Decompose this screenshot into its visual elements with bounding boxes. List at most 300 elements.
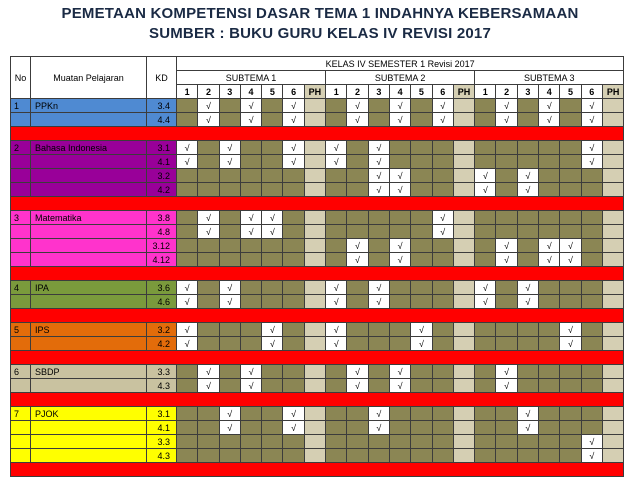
- check-mark: √: [177, 281, 198, 295]
- empty-cell: [496, 211, 517, 225]
- empty-cell: [368, 323, 389, 337]
- check-mark: √: [389, 113, 410, 127]
- empty-cell: [496, 225, 517, 239]
- empty-cell: [262, 239, 283, 253]
- subject-number: [11, 155, 31, 169]
- empty-cell: [581, 169, 602, 183]
- empty-cell: [517, 323, 538, 337]
- header-subtema-2: SUBTEMA 2: [326, 71, 475, 85]
- empty-cell: [539, 281, 560, 295]
- table-row: [11, 337, 624, 351]
- header-col-3: 3: [517, 85, 538, 99]
- ph-cell: [304, 449, 325, 463]
- ph-cell: [304, 407, 325, 421]
- header-col-5: 5: [262, 85, 283, 99]
- check-mark: √: [326, 295, 347, 309]
- empty-cell: [432, 281, 453, 295]
- empty-cell: [240, 281, 261, 295]
- separator-row: [11, 463, 624, 477]
- ph-cell: [602, 323, 623, 337]
- check-mark: √: [347, 365, 368, 379]
- empty-cell: [262, 99, 283, 113]
- empty-cell: [368, 449, 389, 463]
- ph-cell: [453, 295, 474, 309]
- empty-cell: [347, 337, 368, 351]
- subject-number: [11, 239, 31, 253]
- empty-cell: [177, 435, 198, 449]
- check-mark: √: [283, 99, 304, 113]
- ph-cell: [453, 155, 474, 169]
- empty-cell: [326, 183, 347, 197]
- empty-cell: [219, 323, 240, 337]
- empty-cell: [219, 337, 240, 351]
- empty-cell: [496, 421, 517, 435]
- empty-cell: [198, 155, 219, 169]
- table-row: [11, 407, 624, 421]
- empty-cell: [368, 365, 389, 379]
- check-mark: √: [475, 295, 496, 309]
- empty-cell: [411, 295, 432, 309]
- empty-cell: [432, 379, 453, 393]
- header-col-4: 4: [539, 85, 560, 99]
- empty-cell: [283, 211, 304, 225]
- ph-cell: [304, 365, 325, 379]
- empty-cell: [389, 337, 410, 351]
- subject-number: 3: [11, 211, 31, 225]
- empty-cell: [347, 323, 368, 337]
- ph-cell: [602, 211, 623, 225]
- empty-cell: [411, 211, 432, 225]
- empty-cell: [347, 421, 368, 435]
- ph-cell: [453, 323, 474, 337]
- check-mark: √: [475, 183, 496, 197]
- empty-cell: [262, 435, 283, 449]
- empty-cell: [560, 99, 581, 113]
- header-subtema-1: SUBTEMA 1: [177, 71, 326, 85]
- empty-cell: [283, 295, 304, 309]
- empty-cell: [475, 407, 496, 421]
- check-mark: √: [560, 337, 581, 351]
- empty-cell: [326, 253, 347, 267]
- separator-row: [11, 267, 624, 281]
- ph-cell: [602, 99, 623, 113]
- empty-cell: [475, 379, 496, 393]
- empty-cell: [496, 435, 517, 449]
- empty-cell: [411, 407, 432, 421]
- empty-cell: [347, 155, 368, 169]
- check-mark: √: [283, 407, 304, 421]
- document-title: PEMETAAN KOMPETENSI DASAR TEMA 1 INDAHNYA KEBERSAMAAN: [61, 5, 579, 22]
- kd-code: 4.2: [147, 183, 177, 197]
- check-mark: √: [560, 253, 581, 267]
- empty-cell: [517, 449, 538, 463]
- ph-cell: [453, 337, 474, 351]
- empty-cell: [432, 183, 453, 197]
- separator-row: [11, 127, 624, 141]
- empty-cell: [411, 449, 432, 463]
- empty-cell: [581, 211, 602, 225]
- empty-cell: [326, 435, 347, 449]
- empty-cell: [475, 141, 496, 155]
- empty-cell: [432, 365, 453, 379]
- empty-cell: [326, 99, 347, 113]
- table-row: [11, 421, 624, 435]
- empty-cell: [219, 225, 240, 239]
- empty-cell: [539, 379, 560, 393]
- table-row: [11, 141, 624, 155]
- empty-cell: [560, 225, 581, 239]
- ph-cell: [453, 407, 474, 421]
- ph-cell: [453, 449, 474, 463]
- table-row: [11, 295, 624, 309]
- check-mark: √: [539, 113, 560, 127]
- ph-cell: [453, 225, 474, 239]
- empty-cell: [581, 225, 602, 239]
- subject-number: 2: [11, 141, 31, 155]
- check-mark: √: [326, 337, 347, 351]
- empty-cell: [475, 239, 496, 253]
- check-mark: √: [283, 141, 304, 155]
- empty-cell: [539, 211, 560, 225]
- check-mark: √: [283, 155, 304, 169]
- empty-cell: [177, 379, 198, 393]
- empty-cell: [496, 407, 517, 421]
- empty-cell: [240, 253, 261, 267]
- header-col-1: 1: [475, 85, 496, 99]
- ph-cell: [304, 281, 325, 295]
- empty-cell: [517, 225, 538, 239]
- empty-cell: [517, 239, 538, 253]
- ph-cell: [304, 141, 325, 155]
- empty-cell: [539, 169, 560, 183]
- empty-cell: [347, 169, 368, 183]
- check-mark: √: [219, 295, 240, 309]
- ph-cell: [453, 281, 474, 295]
- empty-cell: [432, 323, 453, 337]
- separator-bar: [11, 267, 624, 281]
- empty-cell: [177, 113, 198, 127]
- ph-cell: [602, 435, 623, 449]
- empty-cell: [517, 253, 538, 267]
- empty-cell: [198, 323, 219, 337]
- header-col-5: 5: [560, 85, 581, 99]
- check-mark: √: [177, 295, 198, 309]
- check-mark: √: [368, 407, 389, 421]
- empty-cell: [581, 379, 602, 393]
- separator-bar: [11, 351, 624, 365]
- empty-cell: [411, 169, 432, 183]
- empty-cell: [177, 407, 198, 421]
- empty-cell: [240, 295, 261, 309]
- empty-cell: [368, 379, 389, 393]
- empty-cell: [539, 407, 560, 421]
- empty-cell: [347, 435, 368, 449]
- subject-name: SBDP: [31, 365, 147, 379]
- empty-cell: [411, 421, 432, 435]
- empty-cell: [539, 183, 560, 197]
- check-mark: √: [240, 365, 261, 379]
- empty-cell: [283, 169, 304, 183]
- empty-cell: [517, 365, 538, 379]
- check-mark: √: [517, 295, 538, 309]
- check-mark: √: [389, 99, 410, 113]
- check-mark: √: [517, 421, 538, 435]
- empty-cell: [539, 449, 560, 463]
- subject-number: [11, 337, 31, 351]
- subject-name: [31, 295, 147, 309]
- empty-cell: [283, 379, 304, 393]
- empty-cell: [411, 99, 432, 113]
- empty-cell: [432, 407, 453, 421]
- empty-cell: [262, 421, 283, 435]
- ph-cell: [304, 337, 325, 351]
- header-col-2: 2: [496, 85, 517, 99]
- table-row: [11, 323, 624, 337]
- empty-cell: [283, 225, 304, 239]
- empty-cell: [198, 421, 219, 435]
- kd-code: 4.6: [147, 295, 177, 309]
- subject-name: IPS: [31, 323, 147, 337]
- empty-cell: [411, 253, 432, 267]
- kd-code: 4.3: [147, 379, 177, 393]
- empty-cell: [262, 449, 283, 463]
- ph-cell: [602, 141, 623, 155]
- check-mark: √: [475, 169, 496, 183]
- check-mark: √: [326, 155, 347, 169]
- subject-name: [31, 421, 147, 435]
- empty-cell: [517, 99, 538, 113]
- kd-code: 3.2: [147, 323, 177, 337]
- subject-number: [11, 295, 31, 309]
- ph-cell: [602, 421, 623, 435]
- ph-cell: [304, 379, 325, 393]
- empty-cell: [368, 253, 389, 267]
- check-mark: √: [368, 421, 389, 435]
- ph-cell: [602, 113, 623, 127]
- check-mark: √: [496, 239, 517, 253]
- subject-name: Matematika: [31, 211, 147, 225]
- check-mark: √: [368, 169, 389, 183]
- empty-cell: [560, 169, 581, 183]
- empty-cell: [262, 281, 283, 295]
- empty-cell: [283, 183, 304, 197]
- check-mark: √: [581, 449, 602, 463]
- empty-cell: [219, 169, 240, 183]
- header-ph: PH: [602, 85, 623, 99]
- empty-cell: [560, 183, 581, 197]
- subject-name: IPA: [31, 281, 147, 295]
- empty-cell: [262, 141, 283, 155]
- kd-code: 4.12: [147, 253, 177, 267]
- empty-cell: [475, 211, 496, 225]
- kd-code: 3.3: [147, 435, 177, 449]
- empty-cell: [368, 239, 389, 253]
- check-mark: √: [198, 365, 219, 379]
- check-mark: √: [389, 183, 410, 197]
- empty-cell: [560, 379, 581, 393]
- subject-name: [31, 113, 147, 127]
- table-row: [11, 435, 624, 449]
- empty-cell: [432, 421, 453, 435]
- check-mark: √: [539, 239, 560, 253]
- check-mark: √: [496, 365, 517, 379]
- empty-cell: [177, 449, 198, 463]
- empty-cell: [347, 225, 368, 239]
- empty-cell: [240, 421, 261, 435]
- empty-cell: [198, 449, 219, 463]
- ph-cell: [453, 99, 474, 113]
- check-mark: √: [326, 281, 347, 295]
- check-mark: √: [517, 169, 538, 183]
- ph-cell: [453, 379, 474, 393]
- empty-cell: [177, 169, 198, 183]
- empty-cell: [517, 435, 538, 449]
- empty-cell: [262, 169, 283, 183]
- separator-row: [11, 309, 624, 323]
- check-mark: √: [198, 379, 219, 393]
- subject-number: 5: [11, 323, 31, 337]
- document-subtitle: SUMBER : BUKU GURU KELAS IV REVISI 2017: [148, 25, 492, 42]
- check-mark: √: [389, 239, 410, 253]
- empty-cell: [475, 449, 496, 463]
- empty-cell: [389, 141, 410, 155]
- empty-cell: [347, 295, 368, 309]
- check-mark: √: [411, 337, 432, 351]
- empty-cell: [177, 99, 198, 113]
- empty-cell: [475, 421, 496, 435]
- subject-name: PPKn: [31, 99, 147, 113]
- subject-name: [31, 239, 147, 253]
- ph-cell: [304, 169, 325, 183]
- check-mark: √: [219, 281, 240, 295]
- header-col-3: 3: [219, 85, 240, 99]
- subject-number: 1: [11, 99, 31, 113]
- empty-cell: [560, 141, 581, 155]
- empty-cell: [240, 337, 261, 351]
- subject-name: [31, 435, 147, 449]
- check-mark: √: [581, 155, 602, 169]
- subject-number: [11, 379, 31, 393]
- header-subtema-3: SUBTEMA 3: [475, 71, 624, 85]
- check-mark: √: [496, 113, 517, 127]
- empty-cell: [496, 141, 517, 155]
- empty-cell: [326, 379, 347, 393]
- empty-cell: [177, 225, 198, 239]
- empty-cell: [581, 323, 602, 337]
- empty-cell: [198, 239, 219, 253]
- empty-cell: [347, 183, 368, 197]
- empty-cell: [411, 113, 432, 127]
- empty-cell: [411, 141, 432, 155]
- empty-cell: [432, 239, 453, 253]
- kd-code: 3.12: [147, 239, 177, 253]
- empty-cell: [368, 211, 389, 225]
- empty-cell: [475, 99, 496, 113]
- subject-number: [11, 253, 31, 267]
- empty-cell: [326, 421, 347, 435]
- check-mark: √: [262, 225, 283, 239]
- empty-cell: [262, 407, 283, 421]
- empty-cell: [177, 183, 198, 197]
- empty-cell: [198, 169, 219, 183]
- subject-name: [31, 155, 147, 169]
- ph-cell: [304, 239, 325, 253]
- subject-number: 4: [11, 281, 31, 295]
- empty-cell: [560, 407, 581, 421]
- empty-cell: [283, 337, 304, 351]
- empty-cell: [326, 225, 347, 239]
- separator-bar: [11, 197, 624, 211]
- empty-cell: [539, 421, 560, 435]
- empty-cell: [475, 435, 496, 449]
- kd-code: 3.8: [147, 211, 177, 225]
- empty-cell: [219, 99, 240, 113]
- subject-number: [11, 183, 31, 197]
- check-mark: √: [560, 239, 581, 253]
- ph-cell: [602, 239, 623, 253]
- ph-cell: [453, 113, 474, 127]
- empty-cell: [581, 253, 602, 267]
- empty-cell: [389, 449, 410, 463]
- check-mark: √: [240, 99, 261, 113]
- kd-code: 4.1: [147, 155, 177, 169]
- header-col-1: 1: [177, 85, 198, 99]
- ph-cell: [304, 421, 325, 435]
- check-mark: √: [347, 99, 368, 113]
- empty-cell: [411, 225, 432, 239]
- table-row: [11, 379, 624, 393]
- subject-name: [31, 449, 147, 463]
- empty-cell: [432, 337, 453, 351]
- empty-cell: [219, 379, 240, 393]
- empty-cell: [283, 435, 304, 449]
- empty-cell: [560, 155, 581, 169]
- empty-cell: [475, 253, 496, 267]
- kd-code: 4.2: [147, 337, 177, 351]
- check-mark: √: [347, 379, 368, 393]
- empty-cell: [539, 141, 560, 155]
- empty-cell: [517, 211, 538, 225]
- ph-cell: [453, 253, 474, 267]
- empty-cell: [475, 337, 496, 351]
- subject-name: [31, 169, 147, 183]
- empty-cell: [198, 281, 219, 295]
- ph-cell: [304, 435, 325, 449]
- ph-cell: [453, 211, 474, 225]
- empty-cell: [581, 337, 602, 351]
- table-row: [11, 365, 624, 379]
- table-row: [11, 155, 624, 169]
- ph-cell: [602, 253, 623, 267]
- check-mark: √: [517, 407, 538, 421]
- empty-cell: [539, 225, 560, 239]
- empty-cell: [347, 141, 368, 155]
- empty-cell: [389, 211, 410, 225]
- header-col-3: 3: [368, 85, 389, 99]
- check-mark: √: [432, 99, 453, 113]
- check-mark: √: [326, 141, 347, 155]
- check-mark: √: [389, 253, 410, 267]
- empty-cell: [177, 421, 198, 435]
- ph-cell: [453, 365, 474, 379]
- subject-number: [11, 169, 31, 183]
- header-semester: KELAS IV SEMESTER 1 Revisi 2017: [177, 57, 624, 71]
- empty-cell: [539, 435, 560, 449]
- subject-number: [11, 421, 31, 435]
- empty-cell: [539, 323, 560, 337]
- check-mark: √: [368, 141, 389, 155]
- empty-cell: [240, 323, 261, 337]
